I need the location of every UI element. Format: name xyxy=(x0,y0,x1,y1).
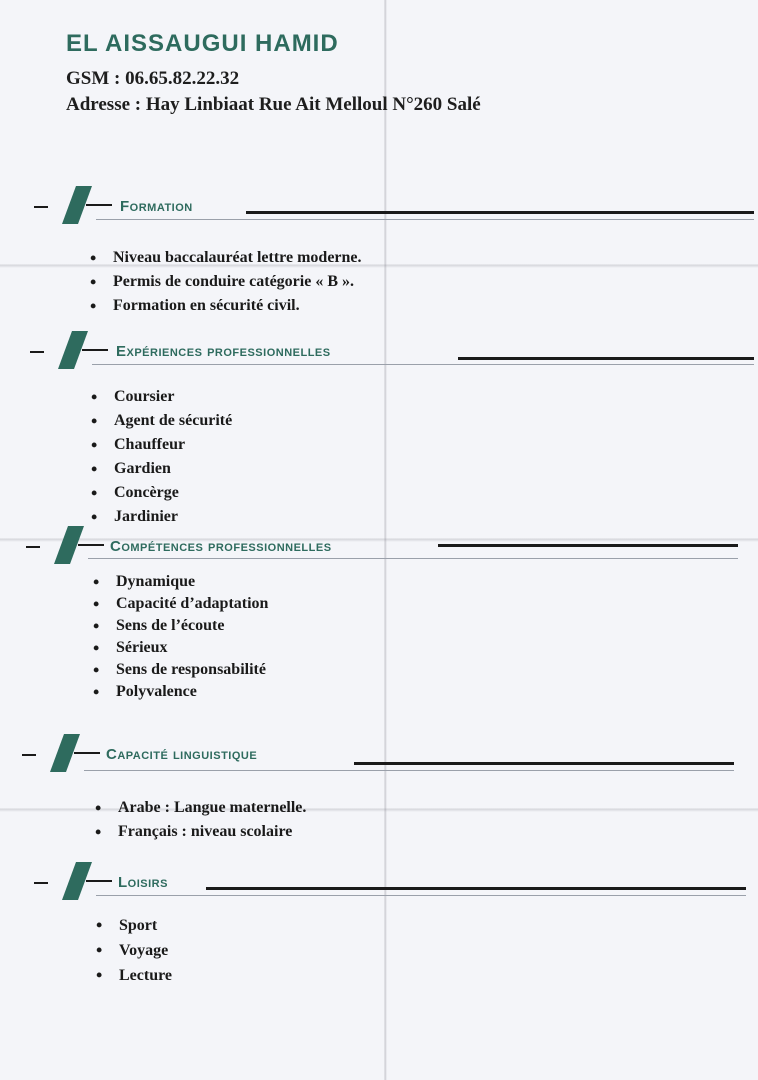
section-formation xyxy=(0,198,758,238)
list-item: • Français : niveau scolaire xyxy=(93,820,306,844)
section-underline xyxy=(96,895,746,896)
section-underline xyxy=(92,364,754,365)
list-item: • Sens de l’écoute xyxy=(91,615,268,637)
list-item: • Niveau baccalauréat lettre moderne. xyxy=(88,246,362,270)
section-languages xyxy=(0,746,758,786)
list-item: • Coursier xyxy=(89,385,232,409)
list-item: • Chauffeur xyxy=(89,433,232,457)
address: Adresse : Hay Linbiaat Rue Ait Melloul N°260 Salé xyxy=(66,94,481,115)
section-rule xyxy=(246,211,754,214)
section-underline xyxy=(88,558,738,559)
candidate-name: EL AISSAUGUI HAMID xyxy=(66,30,339,57)
section-underline xyxy=(96,219,754,220)
section-rule xyxy=(438,544,738,547)
section-underline xyxy=(84,770,734,771)
formation-list xyxy=(88,246,362,318)
list-item: • Sens de responsabilité xyxy=(91,659,268,681)
section-title: Formation xyxy=(120,198,193,215)
list-item: • Permis de conduire catégorie « B ». xyxy=(88,270,362,294)
section-experiences xyxy=(0,343,758,383)
list-item: • Arabe : Langue maternelle. xyxy=(93,796,306,820)
list-item: • Polyvalence xyxy=(91,681,268,703)
section-marker-icon xyxy=(30,331,110,383)
list-item: • Dynamique xyxy=(91,571,268,593)
list-item: • Sérieux xyxy=(91,637,268,659)
section-title: Compétences professionnelles xyxy=(110,538,332,555)
section-title: Loisirs xyxy=(118,874,168,891)
competences-list xyxy=(91,571,268,703)
section-hobbies xyxy=(0,874,758,914)
section-title: Capacité linguistique xyxy=(106,746,258,763)
section-marker-icon xyxy=(34,186,114,238)
section-rule xyxy=(354,762,734,765)
list-item: • Sport xyxy=(94,913,172,938)
list-item: • Lecture xyxy=(94,963,172,988)
section-marker-icon xyxy=(34,862,114,914)
list-item: • Formation en sécurité civil. xyxy=(88,294,362,318)
list-item: • Capacité d’adaptation xyxy=(91,593,268,615)
phone-number: GSM : 06.65.82.22.32 xyxy=(66,68,240,89)
list-item: • Voyage xyxy=(94,938,172,963)
list-item: • Agent de sécurité xyxy=(89,409,232,433)
list-item: • Gardien xyxy=(89,457,232,481)
section-marker-icon xyxy=(22,734,102,786)
experiences-list xyxy=(89,385,232,529)
languages-list xyxy=(93,796,306,844)
section-title: Expériences professionnelles xyxy=(116,343,331,360)
hobbies-list xyxy=(94,913,172,988)
section-rule xyxy=(458,357,754,360)
list-item: • Concèrge xyxy=(89,481,232,505)
section-rule xyxy=(206,887,746,890)
list-item: • Jardinier xyxy=(89,505,232,529)
